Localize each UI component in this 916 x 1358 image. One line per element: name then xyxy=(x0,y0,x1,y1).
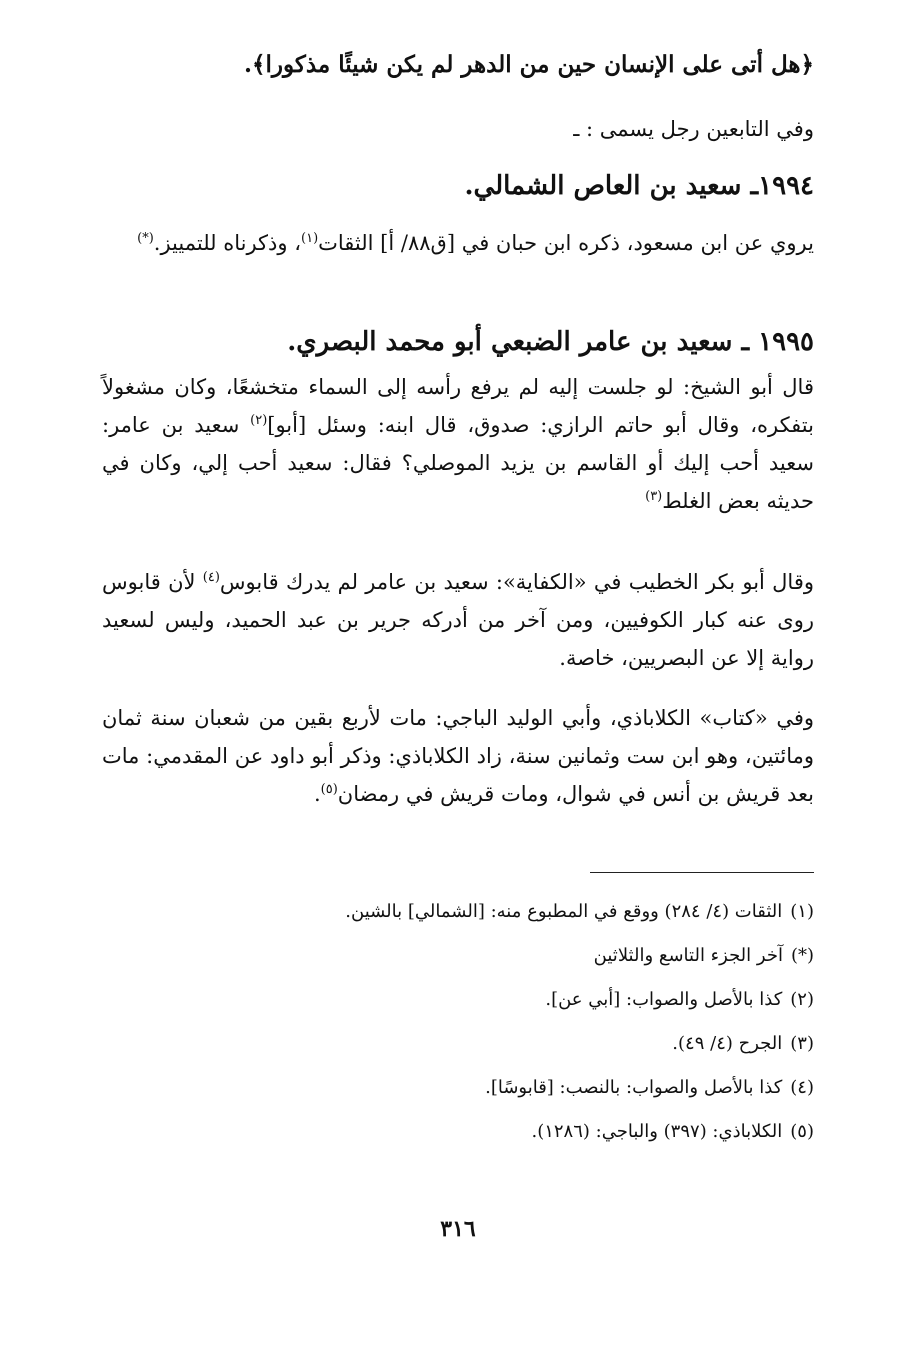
footnote-ref: (٤) xyxy=(202,570,220,585)
page-number: ٣١٦ xyxy=(440,1216,476,1242)
entry-1995-paragraph-2 xyxy=(102,563,814,677)
footnote-separator xyxy=(590,872,814,873)
paragraph-text: لأن قابوس روى عنه كبار الكوفيين، ومن آخر من أدركه جرير بن عبد الحميد، وليس لسعيد رواية إلا عن البصريين، خاصة. xyxy=(102,570,814,670)
footnote-item xyxy=(254,1110,814,1154)
footnote-item xyxy=(254,1022,814,1066)
paragraph-text: سعيد بن عامر: سعيد أحب إليك أو القاسم بن يزيد الموصلي؟ فقال: سعيد أحب إلي، وكان في حديثه بعض الغلط xyxy=(102,413,814,513)
footnote-ref: (٢) xyxy=(250,413,268,428)
paragraph-text: قال أبو الشيخ: لو جلست إليه لم يرفع رأسه إلى السماء متخشعًا، وكان مشغولاً بتفكره، وقال أبو حاتم الرازي: صدوق، قال ابنه: وسئل [أبو] xyxy=(102,375,814,437)
footnote-marker: (٢) xyxy=(790,989,814,1010)
footnote-marker: (*) xyxy=(790,945,814,966)
paragraph-text: وفي «كتاب» الكلاباذي، وأبي الوليد الباجي: مات لأربع بقين من شعبان سنة ثمان ومائتين، وهو ابن ست وثمانين سنة، زاد الكلاباذي: وذكر أبو داود عن المقدمي: مات بعد قريش بن أنس في شوال، ومات قريش في رمضان xyxy=(102,706,814,806)
footnote-item xyxy=(254,890,814,934)
footnote-text: الكلاباذي: (٣٩٧) والباجي: (١٢٨٦). xyxy=(531,1121,783,1142)
footnote-marker: (٣) xyxy=(790,1033,814,1054)
footnote-item xyxy=(254,978,814,1022)
footnote-ref: (٣) xyxy=(645,489,663,504)
quran-verse: ﴿هل أتى على الإنسان حين من الدهر لم يكن شيئًا مذكورا﴾. xyxy=(244,51,814,78)
entry-heading-1994: ١٩٩٤ـ سعيد بن العاص الشمالي. xyxy=(464,171,814,201)
footnote-text: الجرح (٤/ ٤٩). xyxy=(672,1033,783,1054)
footnote-text: آخر الجزء التاسع والثلاثين xyxy=(593,945,783,966)
footnote-marker: (٤) xyxy=(790,1077,814,1098)
footnote-marker: (١) xyxy=(790,901,814,922)
footnote-marker: (٥) xyxy=(790,1121,814,1142)
entry-heading-1995: ١٩٩٥ ـ سعيد بن عامر الضبعي أبو محمد البصري. xyxy=(287,327,814,357)
footnote-ref: (١) xyxy=(301,231,319,246)
entry-1994-paragraph xyxy=(102,224,814,262)
footnote-ref: (٥) xyxy=(320,782,338,797)
footnote-item xyxy=(254,1066,814,1110)
footnote-text: كذا بالأصل والصواب: بالنصب: [قابوسًا]. xyxy=(485,1077,783,1098)
intro-line: وفي التابعين رجل يسمى : ـ xyxy=(573,117,814,141)
footnote-text: كذا بالأصل والصواب: [أبي عن]. xyxy=(545,989,783,1010)
entry-1995-paragraph-1 xyxy=(102,368,814,520)
paragraph-text: ، وذكرناه للتمييز. xyxy=(153,231,301,255)
paragraph-text: يروي عن ابن مسعود، ذكره ابن حبان في [ق٨٨/ أ] الثقات xyxy=(318,231,814,255)
paragraph-text: وقال أبو بكر الخطيب في «الكفاية»: سعيد بن عامر لم يدرك قابوس xyxy=(219,570,815,594)
paragraph-text: . xyxy=(313,782,321,806)
footnotes-list xyxy=(254,890,814,1154)
footnote-item xyxy=(254,934,814,978)
footnote-ref: (*) xyxy=(137,231,154,246)
entry-1995-paragraph-3 xyxy=(102,699,814,813)
footnote-text: الثقات (٤/ ٢٨٤) ووقع في المطبوع منه: [الشمالي] بالشين. xyxy=(345,901,783,922)
